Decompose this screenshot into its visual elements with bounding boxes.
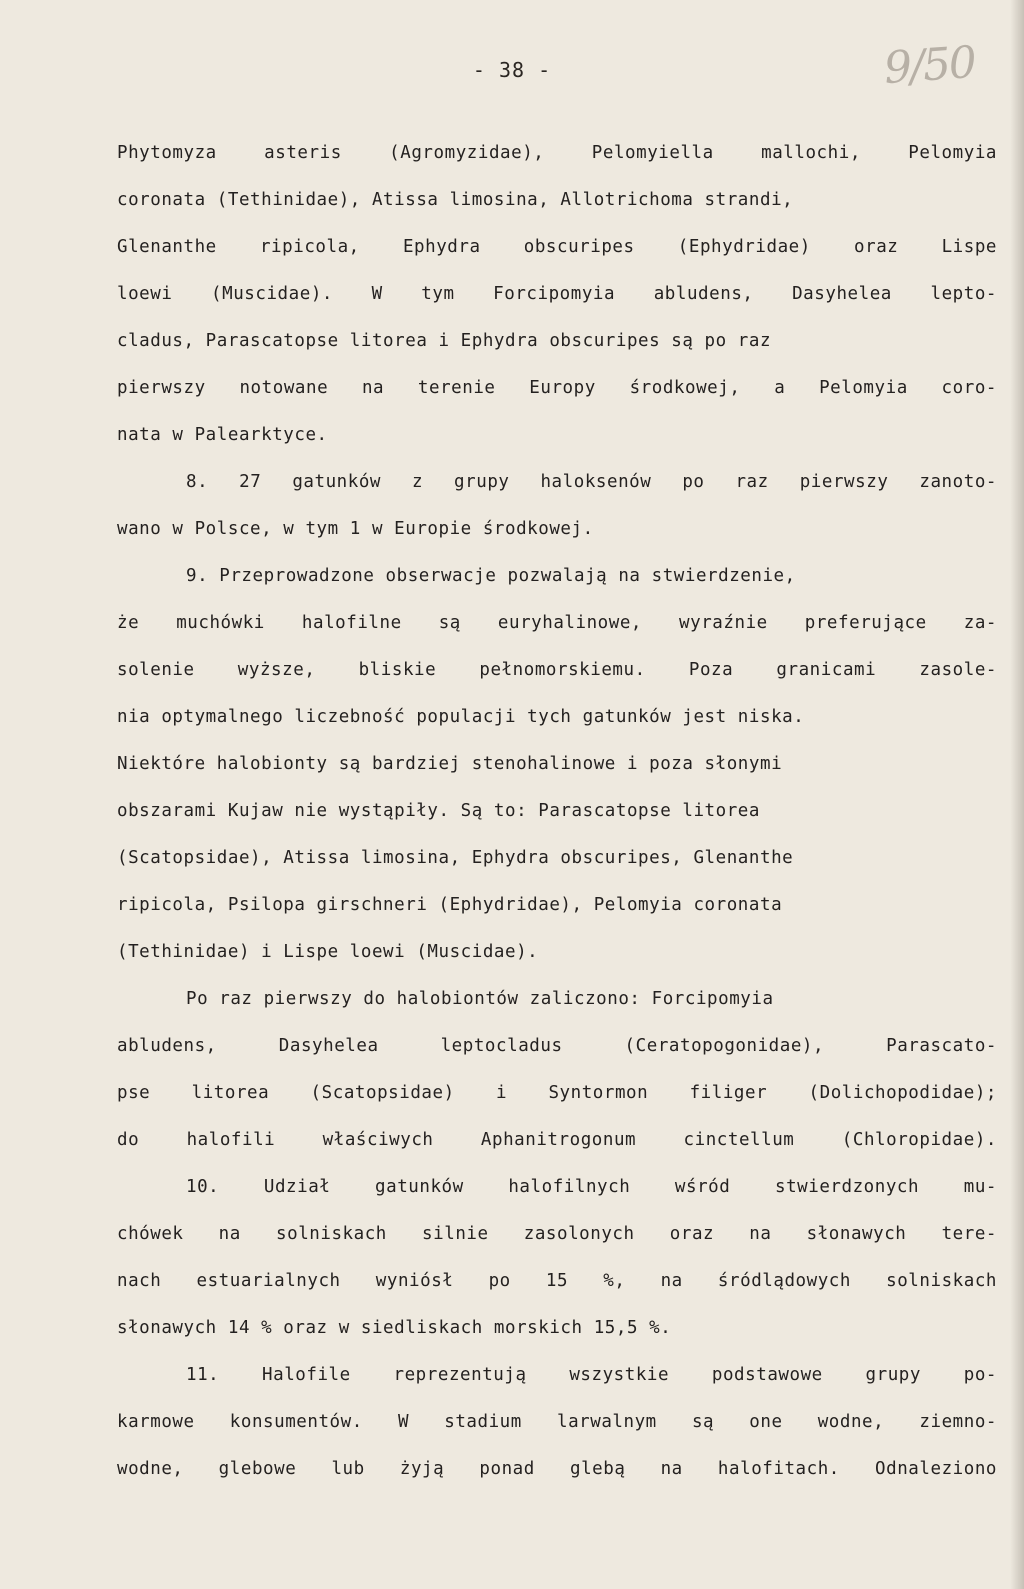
text-line: chówek na solniskach silnie zasolonych oraz na słonawych tere- [117,1224,997,1244]
text-line: (Scatopsidae), Atissa limosina, Ephydra obscuripes, Glenanthe [117,848,794,868]
text-line: loewi (Muscidae). W tym Forcipomyia abludens, Dasyhelea lepto- [117,284,997,304]
page-edge-shadow [1010,0,1024,1589]
text-line: do halofili właściwych Aphanitrogonum cinctellum (Chloropidae). [117,1130,997,1150]
text-line: abludens, Dasyhelea leptocladus (Ceratopogonidae), Parascato- [117,1036,997,1056]
text-line: Glenanthe ripicola, Ephydra obscuripes (Ephydridae) oraz Lispe [117,237,997,257]
text-line: że muchówki halofilne są euryhalinowe, wyraźnie preferujące za- [117,613,997,633]
text-line: 9. Przeprowadzone obserwacje pozwalają na stwierdzenie, [186,566,796,586]
text-line: pse litorea (Scatopsidae) i Syntormon filiger (Dolichopodidae); [117,1083,997,1103]
text-line: pierwszy notowane na terenie Europy środkowej, a Pelomyia coro- [117,378,997,398]
text-line: karmowe konsumentów. W stadium larwalnym są one wodne, ziemno- [117,1412,997,1432]
text-line: Niektóre halobionty są bardziej stenohalinowe i poza słonymi [117,754,783,774]
text-line: 11. Halofile reprezentują wszystkie podstawowe grupy po- [186,1365,997,1385]
text-line: coronata (Tethinidae), Atissa limosina, Allotrichoma strandi, [117,190,794,210]
text-line: nia optymalnego liczebność populacji tych gatunków jest niska. [117,707,805,727]
text-line: nach estuarialnych wyniósł po 15 %, na śródlądowych solniskach [117,1271,997,1291]
text-line: wano w Polsce, w tym 1 w Europie środkowej. [117,519,594,539]
text-line: cladus, Parascatopse litorea i Ephydra obscuripes są po raz [117,331,772,351]
handwritten-page-note: 9/50 [882,36,977,95]
text-line: 8. 27 gatunków z grupy haloksenów po raz pierwszy zanoto- [186,472,997,492]
text-line: ripicola, Psilopa girschneri (Ephydridae), Pelomyia coronata [117,895,783,915]
text-line: 10. Udział gatunków halofilnych wśród stwierdzonych mu- [186,1177,997,1197]
text-line: obszarami Kujaw nie wystąpiły. Są to: Parascatopse litorea [117,801,760,821]
text-line: wodne, glebowe lub żyją ponad glebą na halofitach. Odnaleziono [117,1459,997,1479]
text-line: Po raz pierwszy do halobiontów zaliczono: Forcipomyia [186,989,774,1009]
text-line: nata w Palearktyce. [117,425,328,445]
body-text [117,130,997,1493]
text-line: słonawych 14 % oraz w siedliskach morskich 15,5 %. [117,1318,672,1338]
text-line: solenie wyższe, bliskie pełnomorskiemu. Poza granicami zasole- [117,660,997,680]
text-line: (Tethinidae) i Lispe loewi (Muscidae). [117,942,539,962]
page-number: - 38 - [472,58,552,82]
text-line: Phytomyza asteris (Agromyzidae), Pelomyiella mallochi, Pelomyia [117,143,997,163]
